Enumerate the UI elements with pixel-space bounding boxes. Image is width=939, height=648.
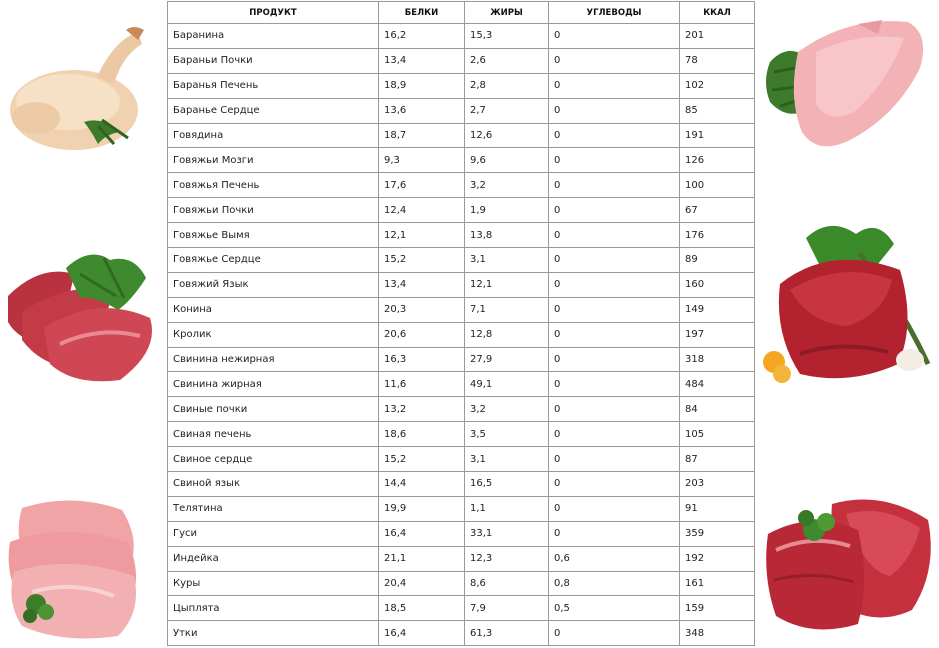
table-body [168,24,755,646]
cell-carbs: 0 [549,48,680,73]
cell-protein: 16,3 [379,347,465,372]
table-row [168,372,755,397]
cell-carbs: 0 [549,397,680,422]
cell-carbs: 0 [549,422,680,447]
cell-fat: 12,1 [465,272,549,297]
header-fat: ЖИРЫ [465,2,549,24]
table-row [168,198,755,223]
cell-product: Говяжье Сердце [168,248,379,273]
cell-fat: 3,5 [465,422,549,447]
cell-kcal: 102 [680,73,755,98]
table-row [168,521,755,546]
cell-protein: 9,3 [379,148,465,173]
cell-protein: 15,2 [379,248,465,273]
cell-kcal: 197 [680,322,755,347]
cell-fat: 33,1 [465,521,549,546]
header-product: ПРОДУКТ [168,2,379,24]
cell-carbs: 0 [549,123,680,148]
cell-fat: 12,6 [465,123,549,148]
cell-product: Свиное сердце [168,447,379,472]
cell-kcal: 348 [680,621,755,646]
table-row [168,148,755,173]
cell-carbs: 0 [549,521,680,546]
cell-protein: 20,4 [379,571,465,596]
cell-fat: 7,1 [465,297,549,322]
table-row [168,272,755,297]
cell-kcal: 161 [680,571,755,596]
cell-carbs: 0 [549,98,680,123]
cell-product: Конина [168,297,379,322]
cell-fat: 3,1 [465,248,549,273]
cell-protein: 13,6 [379,98,465,123]
cell-product: Свиные почки [168,397,379,422]
cell-protein: 17,6 [379,173,465,198]
cell-kcal: 67 [680,198,755,223]
cell-fat: 13,8 [465,223,549,248]
cell-kcal: 149 [680,297,755,322]
table-row [168,322,755,347]
cell-carbs: 0 [549,621,680,646]
cell-fat: 12,8 [465,322,549,347]
cell-carbs: 0 [549,148,680,173]
cell-carbs: 0 [549,496,680,521]
nutrition-table [167,1,755,646]
cell-carbs: 0 [549,472,680,497]
cell-product: Бараньи Почки [168,48,379,73]
cell-carbs: 0,5 [549,596,680,621]
cell-protein: 12,4 [379,198,465,223]
cell-kcal: 87 [680,447,755,472]
cell-kcal: 78 [680,48,755,73]
cell-carbs: 0 [549,347,680,372]
table-row [168,173,755,198]
cell-fat: 2,7 [465,98,549,123]
cell-product: Свинина нежирная [168,347,379,372]
table-row [168,98,755,123]
cell-carbs: 0 [549,248,680,273]
table-row [168,397,755,422]
header-kcal: ККАЛ [680,2,755,24]
cell-kcal: 201 [680,24,755,49]
cell-product: Баранина [168,24,379,49]
cell-kcal: 100 [680,173,755,198]
cell-protein: 18,7 [379,123,465,148]
cell-kcal: 91 [680,496,755,521]
cell-protein: 21,1 [379,546,465,571]
cell-fat: 3,2 [465,173,549,198]
cell-fat: 2,8 [465,73,549,98]
cell-fat: 3,1 [465,447,549,472]
cell-protein: 16,4 [379,521,465,546]
table-header-row [168,2,755,24]
table-row [168,73,755,98]
cell-carbs: 0 [549,322,680,347]
cell-kcal: 126 [680,148,755,173]
table-row [168,546,755,571]
cell-product: Говяжье Вымя [168,223,379,248]
cell-product: Цыплята [168,596,379,621]
table-row [168,297,755,322]
cell-kcal: 85 [680,98,755,123]
cell-fat: 1,1 [465,496,549,521]
beef-slices-image [0,240,165,390]
cell-fat: 49,1 [465,372,549,397]
table-row [168,621,755,646]
cell-product: Телятина [168,496,379,521]
table-row [168,571,755,596]
cell-kcal: 192 [680,546,755,571]
cell-carbs: 0 [549,223,680,248]
cell-carbs: 0 [549,173,680,198]
table-row [168,447,755,472]
cell-product: Свинина жирная [168,372,379,397]
cell-carbs: 0 [549,297,680,322]
cell-kcal: 203 [680,472,755,497]
cell-protein: 14,4 [379,472,465,497]
cell-fat: 2,6 [465,48,549,73]
cell-fat: 15,3 [465,24,549,49]
cell-product: Свиной язык [168,472,379,497]
cell-kcal: 89 [680,248,755,273]
table-row [168,248,755,273]
table-row [168,24,755,49]
cell-carbs: 0 [549,447,680,472]
cell-protein: 12,1 [379,223,465,248]
cell-product: Куры [168,571,379,596]
cell-carbs: 0 [549,73,680,98]
cell-protein: 18,6 [379,422,465,447]
cell-protein: 20,3 [379,297,465,322]
cell-product: Говяжий Язык [168,272,379,297]
raw-duck-image [2,22,162,157]
cell-protein: 13,4 [379,272,465,297]
cell-protein: 11,6 [379,372,465,397]
cell-kcal: 318 [680,347,755,372]
cell-protein: 15,2 [379,447,465,472]
cell-kcal: 159 [680,596,755,621]
cell-carbs: 0,8 [549,571,680,596]
cell-kcal: 105 [680,422,755,447]
cell-kcal: 84 [680,397,755,422]
table-row [168,596,755,621]
cell-product: Кролик [168,322,379,347]
cell-protein: 16,2 [379,24,465,49]
veal-pieces-image [762,490,938,640]
cell-product: Свиная печень [168,422,379,447]
cell-fat: 9,6 [465,148,549,173]
cell-fat: 61,3 [465,621,549,646]
table-row [168,347,755,372]
cell-kcal: 176 [680,223,755,248]
cell-fat: 27,9 [465,347,549,372]
cell-carbs: 0 [549,272,680,297]
table-row [168,48,755,73]
cell-product: Индейка [168,546,379,571]
cell-product: Говяжьи Почки [168,198,379,223]
table-row [168,123,755,148]
cell-product: Говяжья Печень [168,173,379,198]
cell-protein: 16,4 [379,621,465,646]
cell-carbs: 0 [549,372,680,397]
cell-product: Говядина [168,123,379,148]
cell-kcal: 191 [680,123,755,148]
cell-protein: 18,5 [379,596,465,621]
cell-fat: 3,2 [465,397,549,422]
cell-fat: 8,6 [465,571,549,596]
beef-chunk-image [760,214,938,389]
cell-protein: 13,2 [379,397,465,422]
cell-protein: 19,9 [379,496,465,521]
cell-protein: 13,4 [379,48,465,73]
header-carbs: УГЛЕВОДЫ [549,2,680,24]
table-row [168,223,755,248]
table-row [168,496,755,521]
pork-cutlets-image [2,492,147,642]
cell-product: Гуси [168,521,379,546]
cell-fat: 1,9 [465,198,549,223]
cell-protein: 18,9 [379,73,465,98]
table-row [168,422,755,447]
cell-fat: 7,9 [465,596,549,621]
cell-carbs: 0,6 [549,546,680,571]
cell-fat: 16,5 [465,472,549,497]
cell-product: Говяжьи Мозги [168,148,379,173]
cell-protein: 20,6 [379,322,465,347]
header-protein: БЕЛКИ [379,2,465,24]
cell-kcal: 359 [680,521,755,546]
cell-kcal: 484 [680,372,755,397]
table-row [168,472,755,497]
cell-product: Баранье Сердце [168,98,379,123]
cell-kcal: 160 [680,272,755,297]
cell-product: Утки [168,621,379,646]
cell-carbs: 0 [549,198,680,223]
cell-carbs: 0 [549,24,680,49]
cell-product: Баранья Печень [168,73,379,98]
turkey-fillet-image [758,12,938,162]
cell-fat: 12,3 [465,546,549,571]
